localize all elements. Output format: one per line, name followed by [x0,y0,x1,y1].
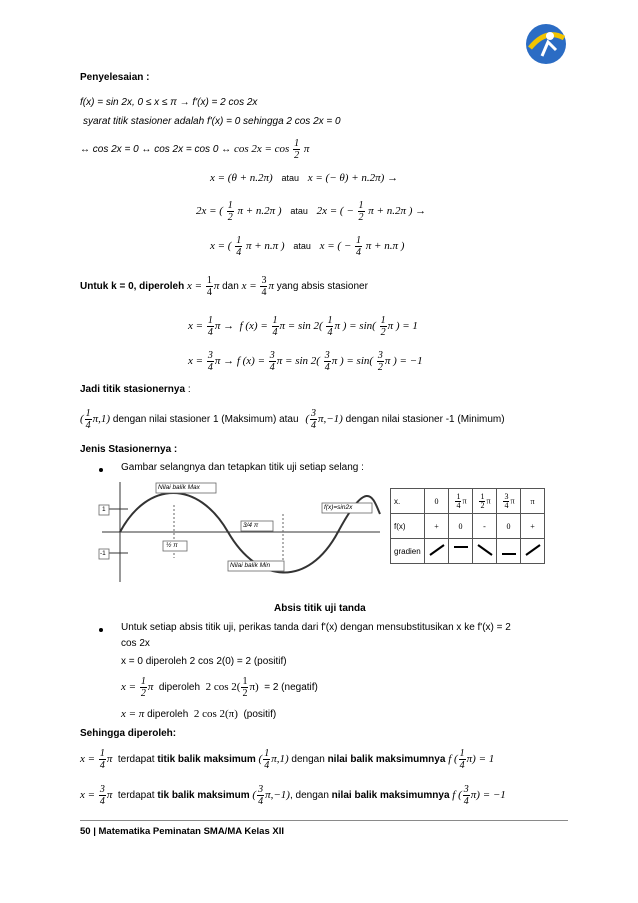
line-stationary-condition: syarat titik stasioner adalah f'(x) = 0 sehingga 2 cos 2x = 0 [83,116,341,127]
evaluation-row-1: x = $\frac{1}{4}$ π → f (x) = $\frac{1}{4}$ π = sin 2( $\frac{1}{4}$ π ) = sin( $\frac{1}{2}$ π ) = 1 [188,315,418,338]
result-second-point: x = $\frac{3}{4}$ π terdapat tik balik maksimum ( $\frac{3}{4}$ π,−1), dengan nilai balik maksimumnya f ( $\frac{3}{4}$ π) = −1 [80,784,506,807]
footer-rule [80,820,568,821]
line-derivative: f(x) = sin 2x, 0 ≤ x ≤ π → f'(x) = 2 cos 2x [80,97,258,108]
sine-graph [88,478,388,586]
general-solution-3: x = ( $\frac{1}{4}$ π + n.π ) atau x = ( − $\frac{1}{4}$ π + n.π ) [210,235,405,258]
general-solution-2: 2x = ( $\frac{1}{2}$ π + n.2π ) atau 2x = ( − $\frac{1}{2}$ π + n.2π ) → [196,200,427,223]
graph-label-ym1: -1 [100,550,106,557]
falling-gradient-icon [476,543,494,557]
bullet-interval-instruction: Gambar selangnya dan tetapkan titik uji setiap selang : [121,462,364,473]
figure-caption: Absis titik uji tanda [274,603,366,614]
graph-label-y1: 1 [102,506,106,513]
rising-gradient-icon [428,543,446,557]
result-maximum: x = $\frac{1}{4}$ π terdapat titik balik maksimum ( $\frac{1}{4}$ π,1) dengan nilai balik maksimumnya f ( $\frac{1}{4}$ π) = 1 [80,748,495,771]
bullet-dot [99,628,103,632]
test-point-pi: x = π diperoleh 2 cos 2(π) (positif) [121,708,277,720]
test-point-half-pi: x = $\frac{1}{2}$ π diperoleh 2 cos 2( $\frac{1}{2}$ π) = 2 (negatif) [121,676,318,699]
general-solution-1: x = (θ + n.2π) atau x = (− θ) + n.2π) → [210,172,399,184]
graph-label-three-quarter-pi: 3/4 π [243,522,259,529]
rising-gradient-icon [524,543,542,557]
line-cos-equation: ↔ cos 2x = 0 ↔ cos 2x = cos 0 ↔ cos 2x = cos $\frac{1}{2}$ π [80,138,310,161]
page-footer: 50 | Matematika Peminatan SMA/MA Kelas XII [80,826,284,837]
result-heading: Sehingga diperoleh: [80,728,177,739]
k-zero-line: Untuk k = 0, diperoleh x = $\frac{1}{4}$ π dan x = $\frac{3}{4}$ π yang absis stasioner [80,275,368,298]
table-row: f(x) + 0 - 0 + [391,514,545,539]
table-header-gradient: gradien [391,539,425,564]
stationary-points-line: ( $\frac{1}{4}$ π,1) dengan nilai stasioner 1 (Maksimum) atau ( $\frac{3}{4}$ π,−1) dengan nilai stasioner -1 (Minimum) [80,408,505,431]
graph-label-max: Nilai balik Max [158,484,200,491]
heading: Penyelesaian : [80,72,150,83]
sign-table [390,488,545,564]
bullet-dot [99,468,103,472]
table-row [391,539,545,564]
graph-label-function: f(x)=sin2x [324,504,353,511]
graph-label-half-pi: ½ π [166,542,178,549]
publisher-logo-icon [520,18,572,70]
table-row: x. 0 $\frac{1}{4}$ π $\frac{1}{2}$ π $\frac{3}{4}$ π π [391,489,545,514]
graph-label-min: Nilai balik Min [230,562,271,569]
flat-top-gradient-icon [452,543,470,557]
bullet-substitution-line2: cos 2x [121,638,150,649]
bullet-substitution-line1: Untuk setiap absis titik uji, perikas tanda dari f'(x) dengan mensubstitusikan x ke f'(x) = 2 [121,622,511,633]
stationary-type-heading: Jenis Stasionernya : [80,444,178,455]
evaluation-row-2: x = $\frac{3}{4}$ π → f (x) = $\frac{3}{4}$ π = sin 2( $\frac{3}{4}$ π ) = sin( $\frac{3}{2}$ π ) = −1 [188,350,423,373]
table-header-x: x. [391,489,425,514]
test-point-0: x = 0 diperoleh 2 cos 2(0) = 2 (positif) [121,656,287,667]
conclusion-heading: Jadi titik stasionernya : [80,384,191,395]
table-header-fx: f(x) [391,514,425,539]
flat-bottom-gradient-icon [500,543,518,557]
